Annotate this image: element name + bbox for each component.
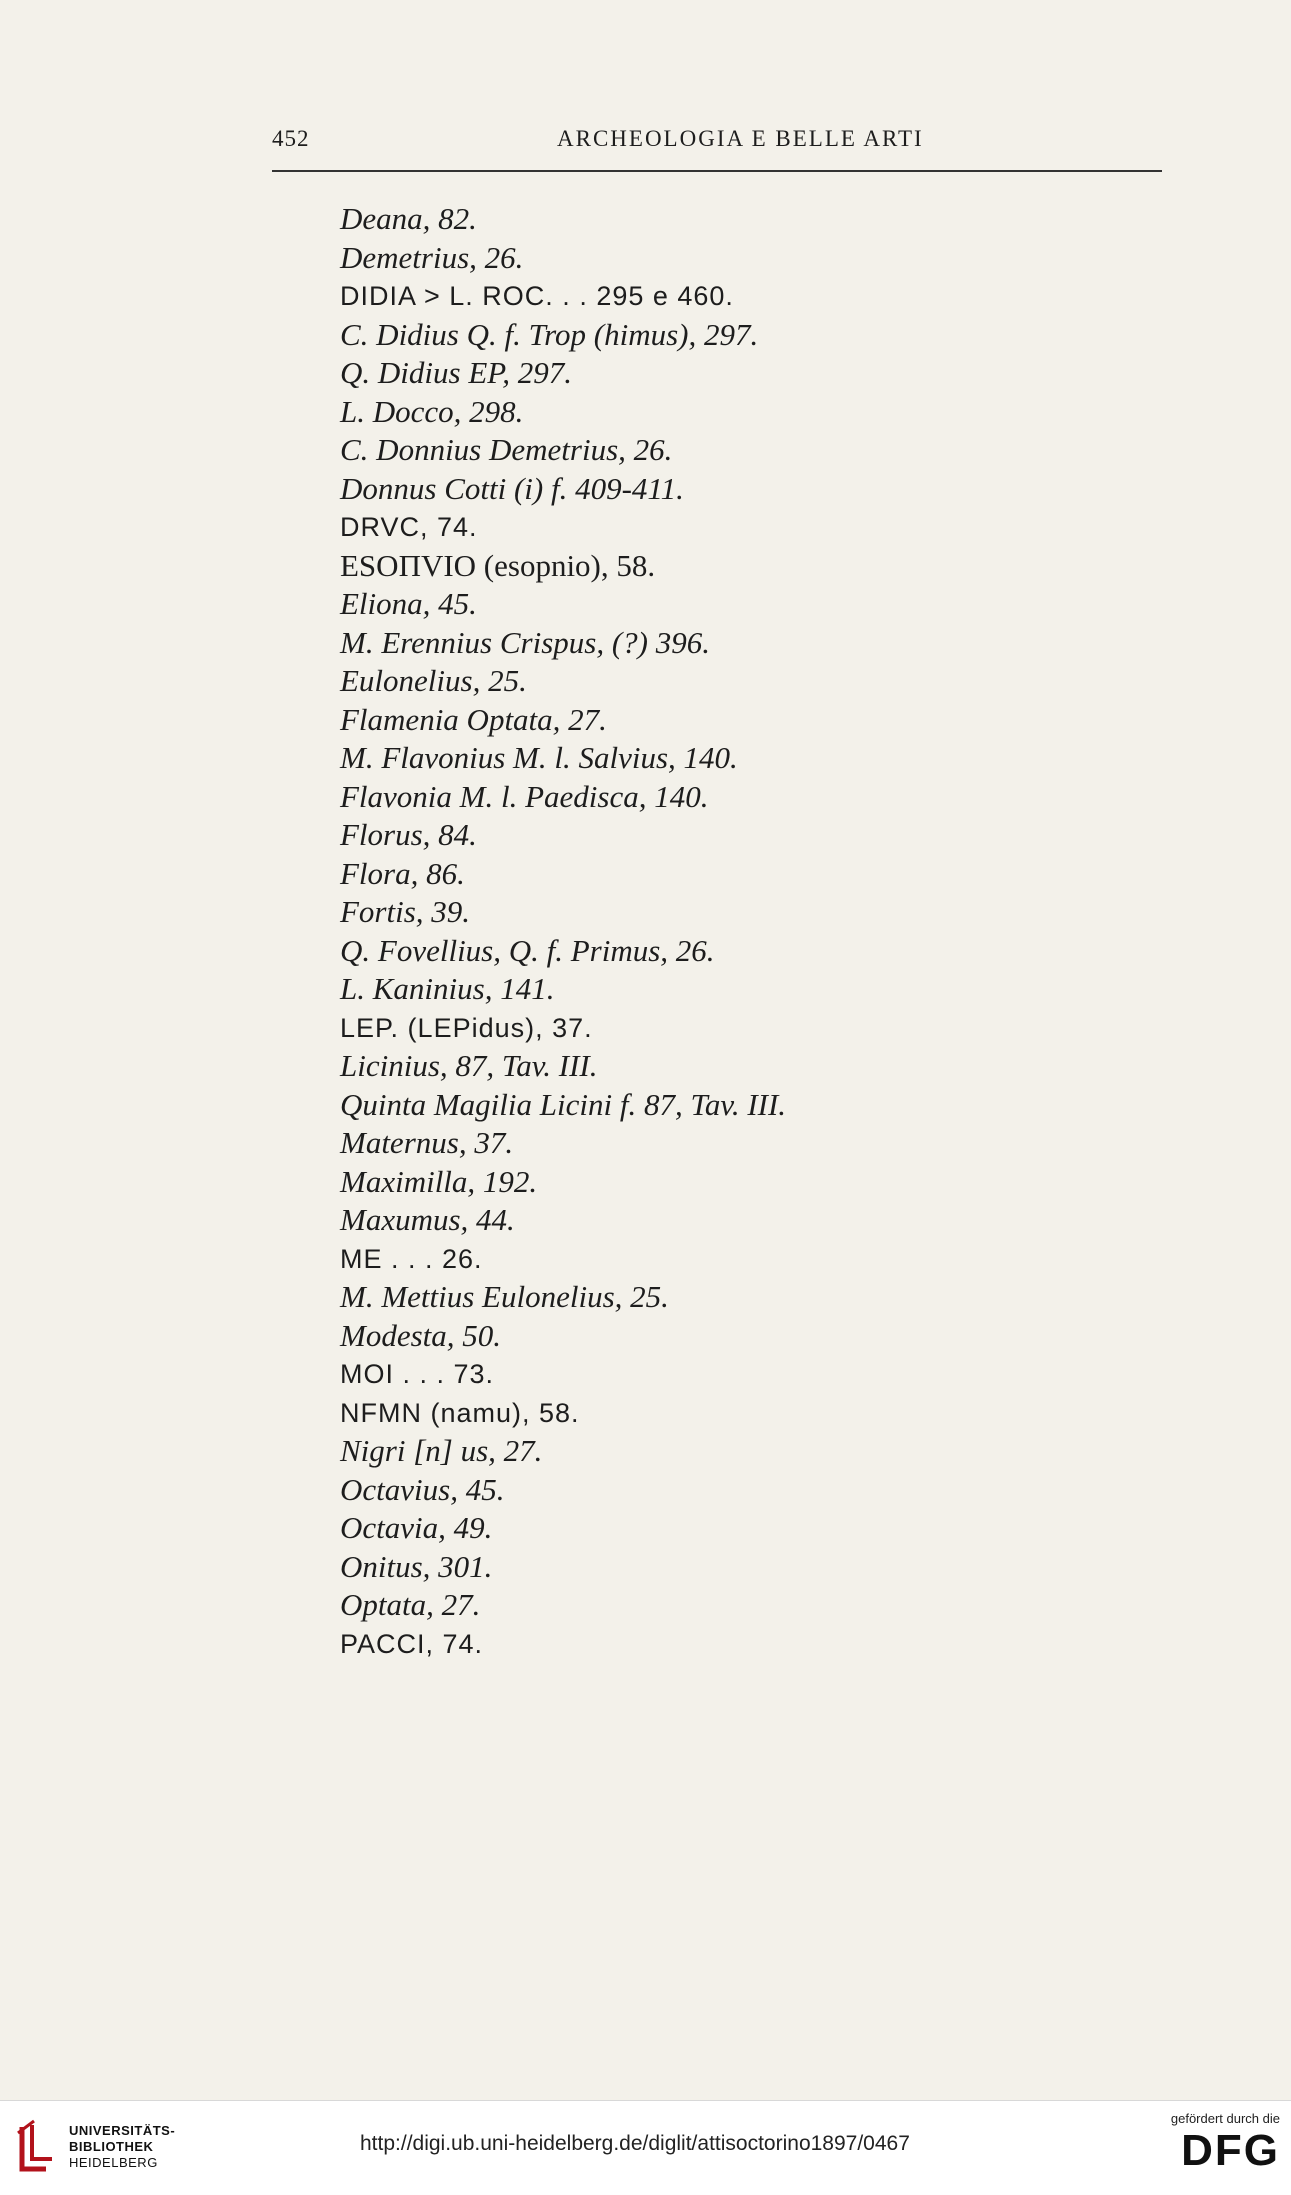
index-entry: M. Flavonius M. l. Salvius, 140. (340, 740, 738, 775)
index-entry: Modesta, 50. (340, 1317, 502, 1353)
index-entry: C. Didius Q. f. Trop (himus), 297. (340, 316, 759, 352)
library-name-line: HEIDELBERG (69, 2155, 158, 2170)
index-entry: Eulonelius, 25. (340, 663, 527, 698)
library-name-line: UNIVERSITÄTS- (69, 2123, 176, 2138)
library-logo-icon (14, 2119, 58, 2177)
index-entry: Maternus, 37. (340, 1125, 514, 1160)
index-entry: M. Erennius Crispus, (?) 396. (340, 624, 710, 660)
library-name (69, 2123, 175, 2171)
index-entry: PACCI, 74. (340, 1628, 484, 1659)
index-entry: LEP. (LEPidus), 37. (340, 1012, 593, 1043)
index-entry: MOI . . . 73. (340, 1359, 495, 1389)
index-entry: Octavius, 45. (340, 1471, 505, 1507)
index-entry: Flora, 86. (340, 855, 465, 891)
index-entry-list (340, 200, 1100, 1663)
index-entry: Flavonia M. l. Paedisca, 140. (340, 778, 709, 814)
index-entry: Florus, 84. (340, 817, 477, 852)
index-entry: Demetrius, 26. (340, 239, 524, 275)
funder-logo[interactable] (1140, 2111, 1280, 2191)
index-entry: Deana, 82. (340, 201, 477, 236)
index-entry: DRVC, 74. (340, 512, 478, 542)
index-entry: Licinius, 87, Tav. III. (340, 1048, 598, 1083)
index-entry: Maxumus, 44. (340, 1202, 515, 1237)
index-entry: C. Donnius Demetrius, 26. (340, 432, 673, 467)
library-name-line: BIBLIOTHEK (69, 2139, 154, 2154)
page-number: 452 (272, 126, 310, 151)
index-entry: Maximilla, 192. (340, 1163, 538, 1199)
index-entry: ME . . . 26. (340, 1243, 483, 1274)
index-entry: Optata, 27. (340, 1587, 481, 1622)
index-entry: NFMN (namu), 58. (340, 1397, 580, 1428)
index-entry: Q. Fovellius, Q. f. Primus, 26. (340, 932, 715, 968)
index-entry: Donnus Cotti (i) f. 409-411. (340, 470, 684, 506)
funder-caption: gefördert durch die (1170, 2111, 1280, 2126)
index-entry: Q. Didius EP, 297. (340, 355, 572, 390)
index-entry: Flamenia Optata, 27. (340, 701, 607, 737)
index-entry: DIDIA > L. ROC. . . 295 e 460. (340, 281, 734, 311)
dfg-logo-text: DFG (1181, 2126, 1280, 2175)
page-header (272, 118, 1162, 158)
index-entry: M. Mettius Eulonelius, 25. (340, 1279, 669, 1314)
index-entry: Quinta Magilia Licini f. 87, Tav. III. (340, 1086, 787, 1122)
permalink-url[interactable]: http://digi.ub.uni-heidelberg.de/diglit/attisoctorino1897/0467 (360, 2132, 910, 2155)
index-entry: Nigri [n] us, 27. (340, 1433, 543, 1468)
library-logo[interactable] (14, 2119, 194, 2179)
index-entry: L. Docco, 298. (340, 393, 524, 429)
index-entry: Eliona, 45. (340, 586, 477, 621)
index-entry: Octavia, 49. (340, 1510, 493, 1545)
running-title: ARCHEOLOGIA E BELLE ARTI (557, 126, 924, 151)
header-rule (272, 170, 1162, 172)
index-entry: ESOПVIO (esopnio), 58. (340, 547, 656, 583)
index-entry: Fortis, 39. (340, 894, 471, 929)
digitization-footer (0, 2100, 1291, 2195)
index-entry: L. Kaninius, 141. (340, 971, 555, 1006)
index-entry: Onitus, 301. (340, 1548, 493, 1584)
